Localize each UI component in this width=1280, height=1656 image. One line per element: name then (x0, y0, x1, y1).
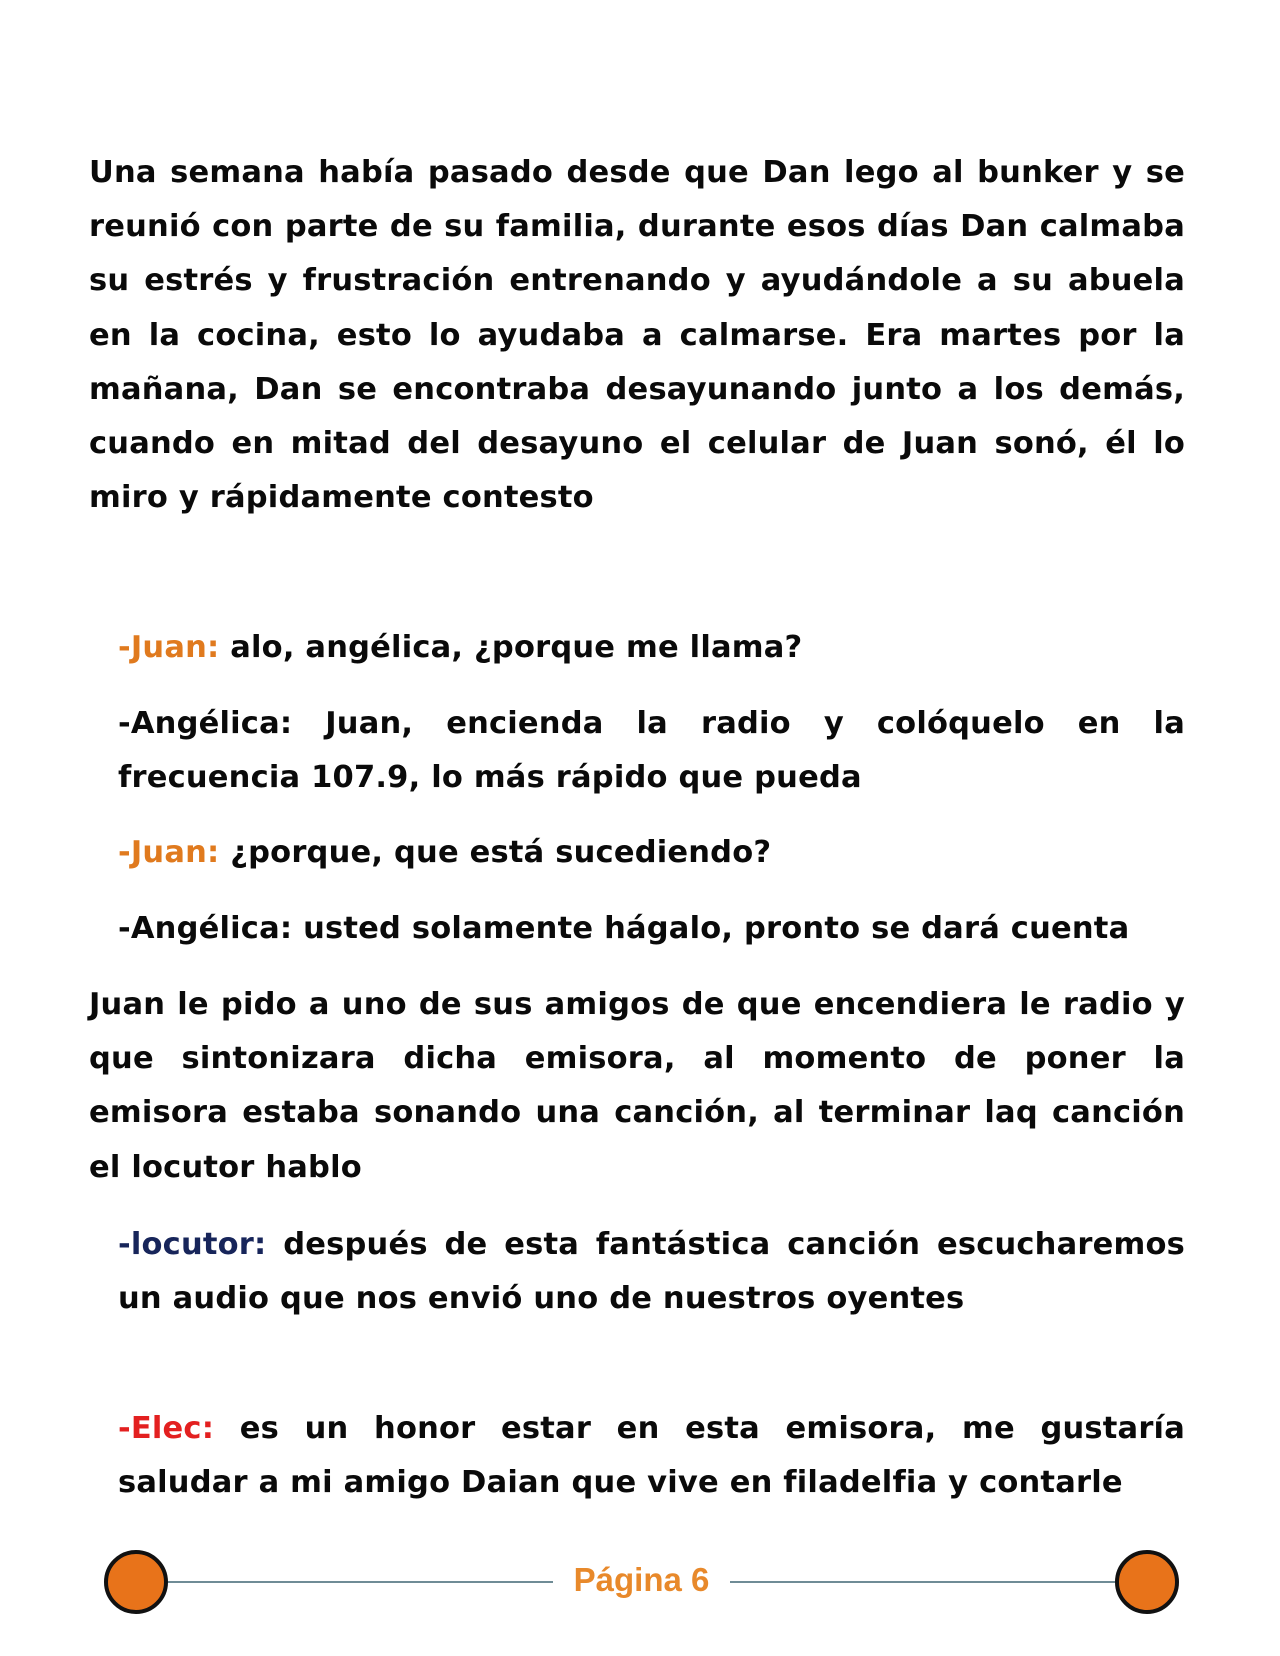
dialogue-text: -Angélica: usted solamente hágalo, pronto se dará cuenta (118, 911, 1130, 946)
dialogue-text: alo, angélica, ¿porque me llama? (219, 630, 803, 665)
page-footer (0, 1548, 1280, 1618)
footer-right-circle-icon (1115, 1550, 1179, 1614)
intro-paragraph: Una semana había pasado desde que Dan lego al bunker y se reunió con parte de su familia, durante esos días Dan calmaba su estrés y frustración entrenando y ayudándole a su abuela en la cocina, esto lo ayudaba a calmarse. Era martes por la mañana, Dan se encontraba desayunando junto a los demás, cuando en mitad del desayuno el celular de Juan sonó, él lo miro y rápidamente contesto (89, 155, 1185, 516)
dialogue-line-angelica-1 (118, 697, 1185, 805)
dialogue-line-angelica-2 (118, 902, 1185, 956)
dialogue-line-elec (118, 1402, 1185, 1510)
dialogue-text: es un honor estar en esta emisora, me gustaría saludar a mi amigo Daian que vive en filadelfia y contarle (118, 1411, 1185, 1501)
dialogue-line-juan-2 (118, 826, 1185, 880)
speaker-juan: -Juan: (118, 630, 220, 665)
footer-right-rule (730, 1581, 1115, 1583)
speaker-juan: -Juan: (118, 835, 220, 870)
middle-paragraph: Juan le pido a uno de sus amigos de que encendiera le radio y que sintonizara dicha emisora, al momento de poner la emisora estaba sonando una canción, al terminar laq canción el locutor hablo (89, 987, 1185, 1185)
speaker-elec: -Elec: (118, 1411, 215, 1446)
speaker-locutor: -locutor: (118, 1227, 267, 1262)
dialogue-text: ¿porque, que está sucediendo? (219, 835, 772, 870)
footer-left-rule (168, 1581, 553, 1583)
dialogue-text: después de esta fantástica canción escucharemos un audio que nos envió uno de nuestros oyentes (118, 1227, 1185, 1317)
dialogue-text: -Angélica: Juan, encienda la radio y colóquelo en la frecuencia 107.9, lo más rápido que pueda (118, 706, 1185, 796)
dialogue-line-juan-1 (118, 621, 1185, 675)
page-number: Página 6 (573, 1561, 710, 1598)
footer-left-circle-icon (104, 1550, 168, 1614)
dialogue-line-locutor (118, 1218, 1185, 1326)
